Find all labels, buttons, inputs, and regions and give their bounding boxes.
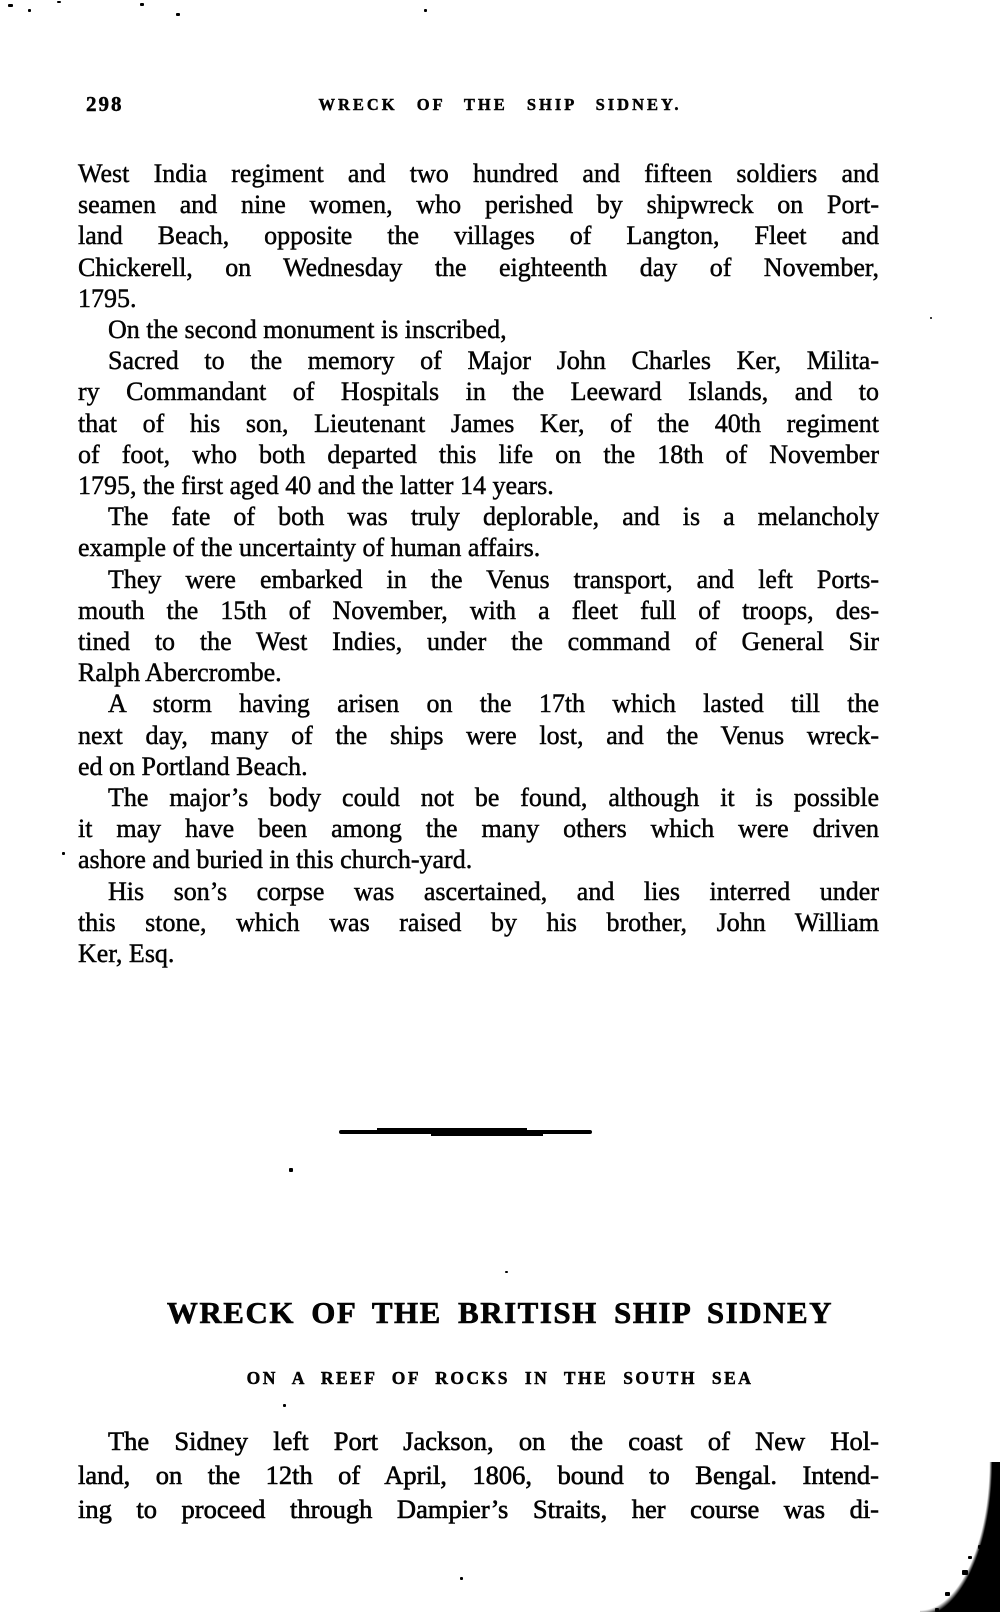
text-line: The major’s body could not be found, although it is possible xyxy=(108,783,879,813)
text-line: 1795. xyxy=(78,283,137,313)
ink-speck xyxy=(990,1520,994,1524)
text-line: this stone, which was raised by his brother, John William xyxy=(78,907,879,937)
text-line: ed on Portland Beach. xyxy=(78,751,308,781)
text-line: ing to proceed through Dampier’s Straits, her course was di- xyxy=(78,1494,879,1524)
text-line: of foot, who both departed this life on the 18th of November xyxy=(78,439,879,469)
text-line: 1795, the first aged 40 and the latter 14 years. xyxy=(78,471,554,501)
text-line: They were embarked in the Venus transport, and left Ports- xyxy=(108,564,879,594)
section-title: WRECK OF THE BRITISH SHIP SIDNEY xyxy=(166,1295,834,1330)
ink-speck xyxy=(283,1404,286,1407)
text-line: tined to the West Indies, under the command of General Sir xyxy=(78,627,879,657)
ink-speck xyxy=(289,1168,293,1172)
ink-speck xyxy=(978,1545,983,1549)
text-line: land, on the 12th of April, 1806, bound to Bengal. Intend- xyxy=(78,1460,879,1490)
main-body-text xyxy=(78,158,879,969)
ink-speck xyxy=(62,852,65,855)
text-line: next day, many of the ships were lost, and the Venus wreck- xyxy=(78,720,879,750)
text-line: Ker, Esq. xyxy=(78,939,175,969)
ink-speck xyxy=(176,13,180,16)
scan-ink-blotch xyxy=(920,1462,1000,1612)
text-line: West India regiment and two hundred and fifteen soldiers and xyxy=(78,159,879,188)
section-subtitle: ON A REEF OF ROCKS IN THE SOUTH SEA xyxy=(246,1368,754,1388)
text-line: seamen and nine women, who perished by shipwreck on Port- xyxy=(78,190,879,220)
text-line: His son’s corpse was ascertained, and lies interred under xyxy=(108,876,879,906)
ink-speck xyxy=(968,1556,972,1559)
ink-speck xyxy=(140,3,144,6)
ink-speck xyxy=(505,1271,508,1273)
text-line: that of his son, Lieutenant James Ker, of the 40th regiment xyxy=(78,408,879,438)
text-line: On the second monument is inscribed, xyxy=(108,315,507,345)
ink-speck xyxy=(962,1570,968,1575)
ink-speck xyxy=(8,4,13,7)
ink-speck xyxy=(57,1,61,3)
page-number: 298 xyxy=(86,92,124,116)
running-header-title: WRECK OF THE SHIP SIDNEY. xyxy=(318,95,682,114)
text-line: The Sidney left Port Jackson, on the coast of New Hol- xyxy=(108,1426,879,1456)
text-line: it may have been among the many others which were driven xyxy=(78,814,879,844)
ink-speck xyxy=(930,317,932,319)
ink-speck xyxy=(28,9,31,12)
section-divider-rule xyxy=(339,1130,592,1134)
ink-speck xyxy=(460,1577,463,1580)
ink-speck xyxy=(935,1608,939,1612)
ink-speck xyxy=(945,1592,950,1596)
text-line: example of the uncertainty of human affairs. xyxy=(78,533,541,563)
ink-speck xyxy=(952,1604,958,1609)
text-line: A storm having arisen on the 17th which lasted till the xyxy=(108,689,879,719)
section-body-text xyxy=(78,1424,879,1526)
text-line: Chickerell, on Wednesday the eighteenth day of November, xyxy=(78,252,879,282)
text-line: Sacred to the memory of Major John Charles Ker, Milita- xyxy=(108,346,879,376)
text-line: mouth the 15th of November, with a fleet full of troops, des- xyxy=(78,595,879,625)
text-line: ashore and buried in this church-yard. xyxy=(78,845,473,875)
text-line: land Beach, opposite the villages of Langton, Fleet and xyxy=(78,221,879,251)
ink-speck xyxy=(424,9,427,12)
text-line: Ralph Abercrombe. xyxy=(78,658,282,688)
text-line: The fate of both was truly deplorable, and is a melancholy xyxy=(108,502,879,532)
text-line: ry Commandant of Hospitals in the Leeward Islands, and to xyxy=(78,377,879,407)
